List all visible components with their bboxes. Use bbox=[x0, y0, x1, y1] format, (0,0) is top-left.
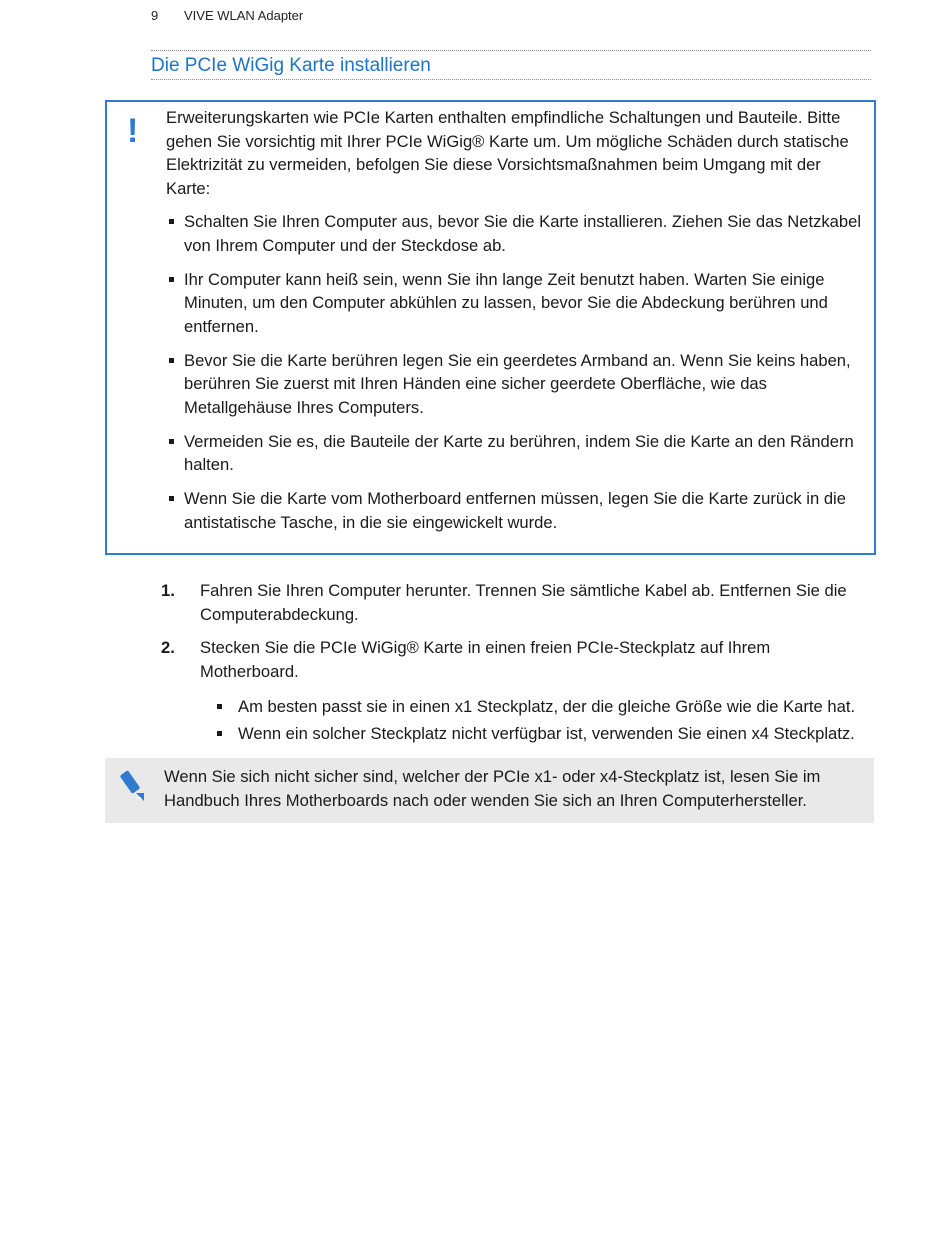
sub-list-item: Wenn ein solcher Steckplatz nicht verfügbar ist, verwenden Sie einen x4 Steckplatz. bbox=[200, 722, 866, 746]
section-heading: Die PCIe WiGig Karte installieren bbox=[151, 55, 431, 76]
step-number: 1. bbox=[161, 581, 175, 600]
exclamation-icon: ! bbox=[127, 112, 139, 150]
step-sub-list bbox=[200, 695, 866, 745]
warning-item: Vermeiden Sie es, die Bauteile der Karte zu berühren, indem Sie die Karte an den Rändern halten. bbox=[166, 430, 866, 477]
step-item bbox=[161, 636, 866, 745]
pencil-note-icon bbox=[117, 770, 147, 804]
sub-list-item: Am besten passt sie in einen x1 Steckplatz, der die gleiche Größe wie die Karte hat. bbox=[200, 695, 866, 719]
step-list bbox=[161, 579, 866, 755]
note-box bbox=[105, 758, 874, 823]
note-text: Wenn Sie sich nicht sicher sind, welcher der PCIe x1- oder x4-Steckplatz ist, lesen Sie im Handbuch Ihres Motherboards nach oder wenden Sie sich an Ihren Computerhersteller. bbox=[164, 767, 821, 810]
warning-item: Ihr Computer kann heiß sein, wenn Sie ihn lange Zeit benutzt haben. Warten Sie einige Minuten, um den Computer abkühlen zu lassen, bevor Sie die Abdeckung berühren und entfernen. bbox=[166, 268, 866, 339]
warning-content bbox=[166, 106, 866, 545]
step-text: Fahren Sie Ihren Computer herunter. Trennen Sie sämtliche Kabel ab. Entfernen Sie die Computerabdeckung. bbox=[200, 581, 847, 624]
warning-item: Schalten Sie Ihren Computer aus, bevor Sie die Karte installieren. Ziehen Sie das Netzkabel von Ihrem Computer und der Steckdose ab. bbox=[166, 210, 866, 257]
warning-item: Wenn Sie die Karte vom Motherboard entfernen müssen, legen Sie die Karte zurück in die antistatische Tasche, in die sie eingewickelt wurde. bbox=[166, 487, 866, 534]
page-header bbox=[151, 8, 303, 23]
warning-box bbox=[105, 100, 876, 555]
page-number: 9 bbox=[151, 8, 159, 23]
document-title: VIVE WLAN Adapter bbox=[184, 8, 304, 23]
section-title bbox=[151, 50, 871, 80]
warning-list bbox=[166, 210, 866, 534]
step-number: 2. bbox=[161, 638, 175, 657]
warning-intro: Erweiterungskarten wie PCIe Karten enthalten empfindliche Schaltungen und Bauteile. Bitte gehen Sie vorsichtig mit Ihrer PCIe WiGig® Karte um. Um mögliche Schäden durch statische Elektrizität zu vermeiden, befolgen Sie diese Vorsichtsmaßnahmen beim Umgang mit der Karte: bbox=[166, 108, 849, 198]
step-item bbox=[161, 579, 866, 626]
step-text: Stecken Sie die PCIe WiGig® Karte in einen freien PCIe-Steckplatz auf Ihrem Motherboard. bbox=[200, 638, 771, 681]
warning-item: Bevor Sie die Karte berühren legen Sie ein geerdetes Armband an. Wenn Sie keins haben, berühren Sie zuerst mit Ihren Händen eine sicher geerdete Oberfläche, wie das Metallgehäuse Ihres Computers. bbox=[166, 349, 866, 420]
